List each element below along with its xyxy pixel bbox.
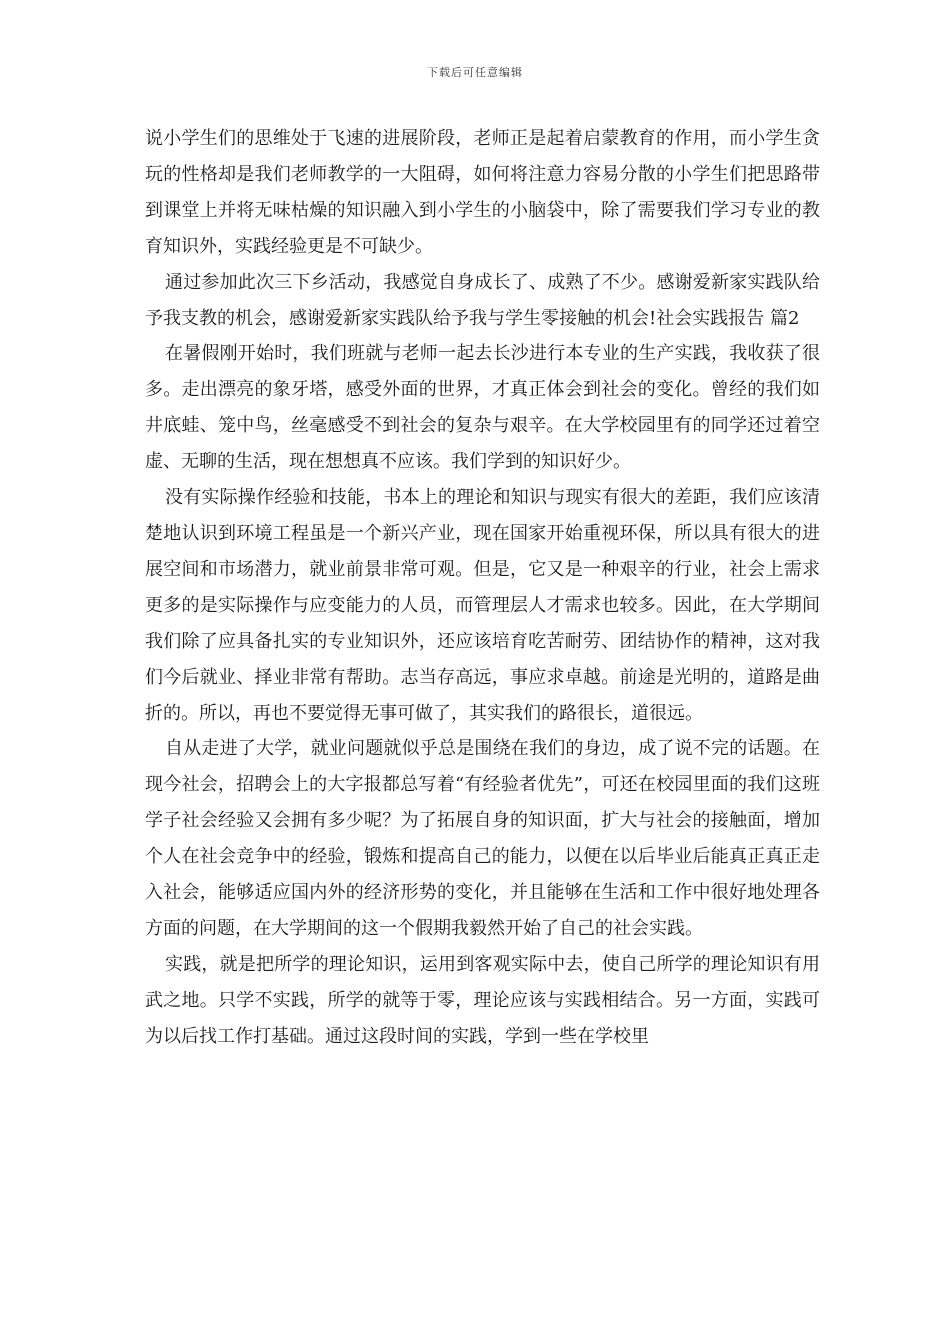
document-body [145,121,820,1055]
paragraph-2: 通过参加此次三下乡活动，我感觉自身成长了、成熟了不少。感谢爱新家实践队给予我支教的机会，感谢爱新家实践队给予我与学生零接触的机会!社会实践报告 篇2 [145,271,820,329]
paragraph-4: 没有实际操作经验和技能，书本上的理论和知识与现实有很大的差距，我们应该清楚地认识到环境工程虽是一个新兴产业，现在国家开始重视环保，所以具有很大的进展空间和市场潜力，就业前景非常可观。但是，它又是一种艰辛的行业，社会上需求更多的是实际操作与应变能力的人员，而管理层人才需求也较多。因此，在大学期间我们除了应具备扎实的专业知识外，还应该培育吃苦耐劳、团结协作的精神，这对我们今后就业、择业非常有帮助。志当存高远，事应求卓越。前途是光明的，道路是曲折的。所以，再也不要觉得无事可做了，其实我们的路很长，道很远。 [145,487,820,724]
paragraph-3: 在暑假刚开始时，我们班就与老师一起去长沙进行本专业的生产实践，我收获了很多。走出漂亮的象牙塔，感受外面的世界，才真正体会到社会的变化。曾经的我们如井底蛙、笼中鸟，丝毫感受不到社会的复杂与艰辛。在大学校园里有的同学还过着空虚、无聊的生活，现在想想真不应该。我们学到的知识好少。 [145,343,820,473]
paragraph-6: 实践，就是把所学的理论知识，运用到客观实际中去，使自己所学的理论知识有用武之地。只学不实践，所学的就等于零，理论应该与实践相结合。另一方面，实践可为以后找工作打基础。通过这段时间的实践，学到一些在学校里 [145,953,820,1047]
paragraph-5: 自从走进了大学，就业问题就似乎总是围绕在我们的身边，成了说不完的话题。在现今社会，招聘会上的大字报都总写着“有经验者优先”，可还在校园里面的我们这班学子社会经验又会拥有多少呢？为了拓展自身的知识面，扩大与社会的接触面，增加个人在社会竞争中的经验，锻炼和提高自己的能力，以便在以后毕业后能真正真正走入社会，能够适应国内外的经济形势的变化，并且能够在生活和工作中很好地处理各方面的问题，在大学期间的这一个假期我毅然开始了自己的社会实践。 [145,738,820,939]
page-header: 下载后可任意编辑 [427,66,523,79]
paragraph-1: 说小学生们的思维处于飞速的进展阶段，老师正是起着启蒙教育的作用，而小学生贪玩的性格却是我们老师教学的一大阻碍，如何将注意力容易分散的小学生们把思路带到课堂上并将无味枯燥的知识融入到小学生的小脑袋中，除了需要我们学习专业的教育知识外，实践经验更是不可缺少。 [145,128,820,257]
